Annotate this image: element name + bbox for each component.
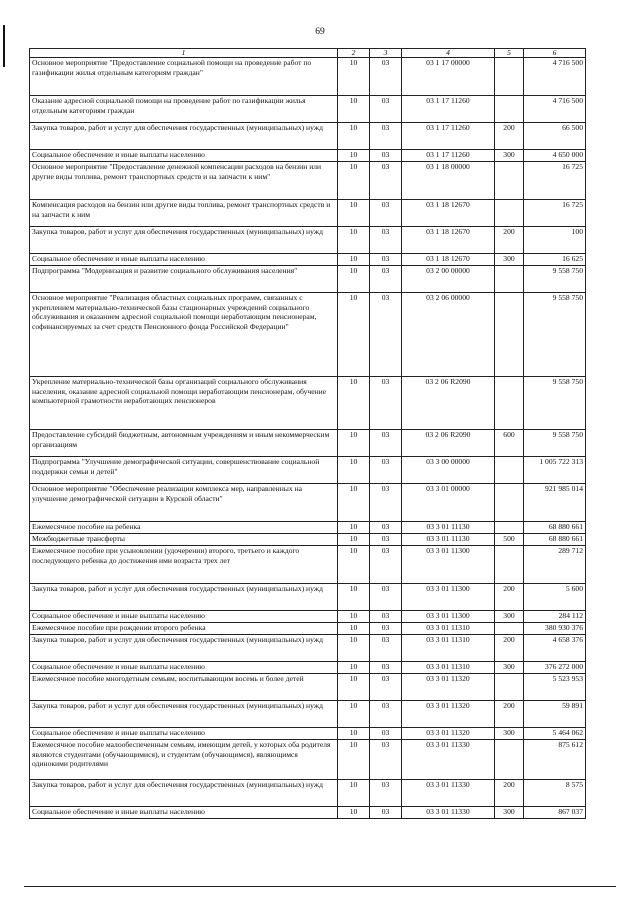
row-target-code-cell: 03 1 18 00000: [402, 162, 495, 200]
row-expense-type-cell: 300: [495, 807, 524, 819]
row-expense-type-cell: 200: [495, 584, 524, 611]
header-cell: 2: [338, 49, 370, 58]
row-subsection-cell: 03: [370, 123, 402, 150]
row-amount-cell: 5 600: [524, 584, 586, 611]
row-section-cell: 10: [338, 484, 370, 522]
table-row: [30, 293, 586, 377]
row-target-code-cell: 03 3 01 11320: [402, 728, 495, 740]
row-section-cell: 10: [338, 584, 370, 611]
row-target-code-cell: 03 3 01 11310: [402, 635, 495, 662]
row-target-code-cell: 03 3 00 00000: [402, 457, 495, 484]
row-amount-cell: 4 650 000: [524, 150, 586, 162]
table-row: [30, 484, 586, 522]
row-section-cell: 10: [338, 293, 370, 377]
row-subsection-cell: 03: [370, 534, 402, 546]
row-section-cell: 10: [338, 740, 370, 780]
row-section-cell: 10: [338, 611, 370, 623]
row-section-cell: 10: [338, 674, 370, 701]
row-name-cell: Социальное обеспечение и иные выплаты населению: [30, 254, 338, 266]
row-expense-type-cell: 200: [495, 227, 524, 254]
row-target-code-cell: 03 3 01 11130: [402, 522, 495, 534]
row-name-cell: Основное мероприятие "Предоставление денежной компенсации расходов на бензин или другие виды топлива, ремонт транспортных средств и на запчасти к ним": [30, 162, 338, 200]
row-target-code-cell: 03 3 01 11130: [402, 534, 495, 546]
row-target-code-cell: 03 3 01 11300: [402, 546, 495, 584]
row-name-cell: Социальное обеспечение и иные выплаты населению: [30, 611, 338, 623]
row-section-cell: 10: [338, 457, 370, 484]
row-name-cell: Закупка товаров, работ и услуг для обеспечения государственных (муниципальных) нужд: [30, 123, 338, 150]
row-subsection-cell: 03: [370, 150, 402, 162]
row-section-cell: 10: [338, 430, 370, 457]
row-amount-cell: 1 005 722 313: [524, 457, 586, 484]
row-name-cell: Закупка товаров, работ и услуг для обеспечения государственных (муниципальных) нужд: [30, 635, 338, 662]
row-amount-cell: 9 558 750: [524, 266, 586, 293]
row-subsection-cell: 03: [370, 254, 402, 266]
row-expense-type-cell: [495, 162, 524, 200]
row-name-cell: Предоставление субсидий бюджетным, автономным учреждениям и иным некоммерческим организациям: [30, 430, 338, 457]
row-subsection-cell: 03: [370, 162, 402, 200]
row-amount-cell: 380 930 376: [524, 623, 586, 635]
row-target-code-cell: 03 3 01 11310: [402, 623, 495, 635]
row-section-cell: 10: [338, 377, 370, 430]
row-name-cell: Ежемесячное пособие при усыновлении (удочерении) второго, третьего и каждого последующего ребенка до достижения ими возраста трех лет: [30, 546, 338, 584]
row-target-code-cell: 03 3 01 11330: [402, 780, 495, 807]
row-subsection-cell: 03: [370, 484, 402, 522]
table-row: [30, 430, 586, 457]
row-section-cell: 10: [338, 623, 370, 635]
row-amount-cell: 867 037: [524, 807, 586, 819]
budget-table: [29, 48, 586, 819]
row-expense-type-cell: [495, 96, 524, 123]
row-subsection-cell: 03: [370, 701, 402, 728]
table-row: [30, 522, 586, 534]
table-row: [30, 150, 586, 162]
row-section-cell: 10: [338, 162, 370, 200]
row-subsection-cell: 03: [370, 522, 402, 534]
page-number: 69: [315, 27, 325, 37]
row-expense-type-cell: 300: [495, 662, 524, 674]
table-row: [30, 635, 586, 662]
row-target-code-cell: 03 1 18 12670: [402, 200, 495, 227]
row-expense-type-cell: 200: [495, 635, 524, 662]
row-expense-type-cell: 300: [495, 254, 524, 266]
row-subsection-cell: 03: [370, 807, 402, 819]
row-target-code-cell: 03 1 18 12670: [402, 254, 495, 266]
row-expense-type-cell: 200: [495, 701, 524, 728]
table-row: [30, 123, 586, 150]
row-name-cell: Социальное обеспечение и иные выплаты населению: [30, 728, 338, 740]
table-row: [30, 546, 586, 584]
row-name-cell: Ежемесячное пособие на ребенка: [30, 522, 338, 534]
table-row: [30, 780, 586, 807]
row-target-code-cell: 03 2 00 00000: [402, 266, 495, 293]
row-target-code-cell: 03 1 17 11260: [402, 96, 495, 123]
row-amount-cell: 875 612: [524, 740, 586, 780]
table-row: [30, 58, 586, 96]
row-amount-cell: 16 725: [524, 162, 586, 200]
row-amount-cell: 100: [524, 227, 586, 254]
row-subsection-cell: 03: [370, 227, 402, 254]
row-expense-type-cell: 200: [495, 780, 524, 807]
row-target-code-cell: 03 3 01 11330: [402, 807, 495, 819]
row-expense-type-cell: [495, 740, 524, 780]
row-target-code-cell: 03 1 18 12670: [402, 227, 495, 254]
row-subsection-cell: 03: [370, 740, 402, 780]
row-amount-cell: 9 558 750: [524, 430, 586, 457]
row-amount-cell: 4 716 500: [524, 58, 586, 96]
row-expense-type-cell: [495, 266, 524, 293]
table-row: [30, 674, 586, 701]
row-amount-cell: 376 272 000: [524, 662, 586, 674]
row-section-cell: 10: [338, 701, 370, 728]
table-row: [30, 534, 586, 546]
table-header-row: [30, 49, 586, 58]
table-row: [30, 96, 586, 123]
table-row: [30, 200, 586, 227]
table-row: [30, 377, 586, 430]
row-subsection-cell: 03: [370, 377, 402, 430]
row-section-cell: 10: [338, 200, 370, 227]
row-target-code-cell: 03 2 06 R2090: [402, 430, 495, 457]
table-row: [30, 584, 586, 611]
row-expense-type-cell: [495, 484, 524, 522]
row-section-cell: 10: [338, 123, 370, 150]
row-expense-type-cell: [495, 623, 524, 635]
row-name-cell: Ежемесячное пособие малообеспеченным семьям, имеющим детей, у которых оба родителя являются студентами (обучающимися), и студентам (обучающимся), являющимся одинокими родителями: [30, 740, 338, 780]
row-subsection-cell: 03: [370, 662, 402, 674]
row-target-code-cell: 03 1 17 11260: [402, 123, 495, 150]
table-row: [30, 807, 586, 819]
row-name-cell: Закупка товаров, работ и услуг для обеспечения государственных (муниципальных) нужд: [30, 584, 338, 611]
row-section-cell: 10: [338, 635, 370, 662]
row-subsection-cell: 03: [370, 728, 402, 740]
row-amount-cell: 9 558 750: [524, 293, 586, 377]
row-target-code-cell: 03 1 17 00000: [402, 58, 495, 96]
row-amount-cell: 921 985 014: [524, 484, 586, 522]
row-amount-cell: 9 558 750: [524, 377, 586, 430]
row-section-cell: 10: [338, 58, 370, 96]
row-name-cell: Ежемесячное пособие многодетным семьям, воспитывающим восемь и более детей: [30, 674, 338, 701]
row-subsection-cell: 03: [370, 623, 402, 635]
row-expense-type-cell: [495, 200, 524, 227]
row-amount-cell: 5 464 062: [524, 728, 586, 740]
row-name-cell: Социальное обеспечение и иные выплаты населению: [30, 807, 338, 819]
row-amount-cell: 4 658 376: [524, 635, 586, 662]
row-expense-type-cell: [495, 58, 524, 96]
row-subsection-cell: 03: [370, 674, 402, 701]
row-name-cell: Подпрограмма "Улучшение демографической ситуации, совершенствование социальной поддержки семьи и детей": [30, 457, 338, 484]
row-name-cell: Закупка товаров, работ и услуг для обеспечения государственных (муниципальных) нужд: [30, 701, 338, 728]
row-section-cell: 10: [338, 522, 370, 534]
row-section-cell: 10: [338, 150, 370, 162]
row-amount-cell: 68 880 661: [524, 522, 586, 534]
row-section-cell: 10: [338, 662, 370, 674]
row-subsection-cell: 03: [370, 58, 402, 96]
row-expense-type-cell: [495, 674, 524, 701]
row-name-cell: Компенсация расходов на бензин или другие виды топлива, ремонт транспортных средств и на запчасти к ним: [30, 200, 338, 227]
table-row: [30, 740, 586, 780]
row-subsection-cell: 03: [370, 611, 402, 623]
row-subsection-cell: 03: [370, 457, 402, 484]
row-amount-cell: 16 725: [524, 200, 586, 227]
row-name-cell: Социальное обеспечение и иные выплаты населению: [30, 662, 338, 674]
table-row: [30, 227, 586, 254]
row-target-code-cell: 03 3 01 11300: [402, 584, 495, 611]
row-section-cell: 10: [338, 780, 370, 807]
row-expense-type-cell: 300: [495, 728, 524, 740]
row-name-cell: Межбюджетные трансферты: [30, 534, 338, 546]
row-expense-type-cell: 500: [495, 534, 524, 546]
header-cell: 6: [524, 49, 586, 58]
row-section-cell: 10: [338, 807, 370, 819]
row-subsection-cell: 03: [370, 546, 402, 584]
row-name-cell: Ежемесячное пособие при рождении второго ребенка: [30, 623, 338, 635]
row-expense-type-cell: 300: [495, 150, 524, 162]
row-subsection-cell: 03: [370, 430, 402, 457]
table-row: [30, 254, 586, 266]
table-row: [30, 701, 586, 728]
row-subsection-cell: 03: [370, 293, 402, 377]
row-amount-cell: 66 500: [524, 123, 586, 150]
row-name-cell: Оказание адресной социальной помощи на проведение работ по газификации жилья отдельным категориям граждан: [30, 96, 338, 123]
row-name-cell: Основное мероприятие "Обеспечение реализации комплекса мер, направленных на улучшение демографической ситуации в Курской области": [30, 484, 338, 522]
row-amount-cell: 5 523 953: [524, 674, 586, 701]
row-target-code-cell: 03 3 01 11300: [402, 611, 495, 623]
table-row: [30, 457, 586, 484]
footer-rule: [24, 886, 616, 887]
table-row: [30, 611, 586, 623]
row-target-code-cell: 03 1 17 11260: [402, 150, 495, 162]
header-cell: 4: [402, 49, 495, 58]
row-expense-type-cell: 300: [495, 611, 524, 623]
row-section-cell: 10: [338, 728, 370, 740]
row-target-code-cell: 03 3 01 11320: [402, 674, 495, 701]
row-expense-type-cell: 600: [495, 430, 524, 457]
row-expense-type-cell: [495, 293, 524, 377]
row-expense-type-cell: 200: [495, 123, 524, 150]
row-name-cell: Закупка товаров, работ и услуг для обеспечения государственных (муниципальных) нужд: [30, 227, 338, 254]
row-name-cell: Основное мероприятие "Предоставление социальной помощи на проведение работ по газификации жилья отдельным категориям граждан": [30, 58, 338, 96]
row-target-code-cell: 03 3 01 11330: [402, 740, 495, 780]
row-section-cell: 10: [338, 96, 370, 123]
row-target-code-cell: 03 3 01 11320: [402, 701, 495, 728]
table-row: [30, 728, 586, 740]
row-amount-cell: 59 891: [524, 701, 586, 728]
row-target-code-cell: 03 2 06 R2090: [402, 377, 495, 430]
header-cell: 1: [30, 49, 338, 58]
row-amount-cell: 8 575: [524, 780, 586, 807]
row-name-cell: Подпрограмма "Модернизация и развитие социального обслуживания населения": [30, 266, 338, 293]
table-row: [30, 162, 586, 200]
table-row: [30, 623, 586, 635]
row-section-cell: 10: [338, 266, 370, 293]
header-cell: 3: [370, 49, 402, 58]
row-expense-type-cell: [495, 522, 524, 534]
row-target-code-cell: 03 2 06 00000: [402, 293, 495, 377]
row-subsection-cell: 03: [370, 584, 402, 611]
row-target-code-cell: 03 3 01 00000: [402, 484, 495, 522]
row-subsection-cell: 03: [370, 200, 402, 227]
row-section-cell: 10: [338, 534, 370, 546]
row-amount-cell: 284 112: [524, 611, 586, 623]
row-amount-cell: 4 716 500: [524, 96, 586, 123]
row-name-cell: Социальное обеспечение и иные выплаты населению: [30, 150, 338, 162]
row-section-cell: 10: [338, 254, 370, 266]
row-expense-type-cell: [495, 457, 524, 484]
row-section-cell: 10: [338, 546, 370, 584]
row-target-code-cell: 03 3 01 11310: [402, 662, 495, 674]
row-subsection-cell: 03: [370, 266, 402, 293]
row-amount-cell: 289 712: [524, 546, 586, 584]
table-row: [30, 266, 586, 293]
table-row: [30, 662, 586, 674]
row-section-cell: 10: [338, 227, 370, 254]
row-expense-type-cell: [495, 546, 524, 584]
row-amount-cell: 68 880 661: [524, 534, 586, 546]
row-name-cell: Укрепление материально-технической базы организаций социального обслуживания населения, оказание адресной социальной помощи неработающим пенсионерам, обучение компьютерной грамотности неработающих пенсионеров: [30, 377, 338, 430]
header-cell: 5: [495, 49, 524, 58]
row-name-cell: Закупка товаров, работ и услуг для обеспечения государственных (муниципальных) нужд: [30, 780, 338, 807]
row-subsection-cell: 03: [370, 635, 402, 662]
row-subsection-cell: 03: [370, 96, 402, 123]
row-expense-type-cell: [495, 377, 524, 430]
row-amount-cell: 16 625: [524, 254, 586, 266]
row-name-cell: Основное мероприятие "Реализация областных социальных программ, связанных с укреплением материально-технической базы стационарных учреждений социального обслуживания и оказанием адресной социальной помощи неработающим пенсионерам, софинансируемых за счет средств Пенсионного фонда Российской Федерации": [30, 293, 338, 377]
row-subsection-cell: 03: [370, 780, 402, 807]
